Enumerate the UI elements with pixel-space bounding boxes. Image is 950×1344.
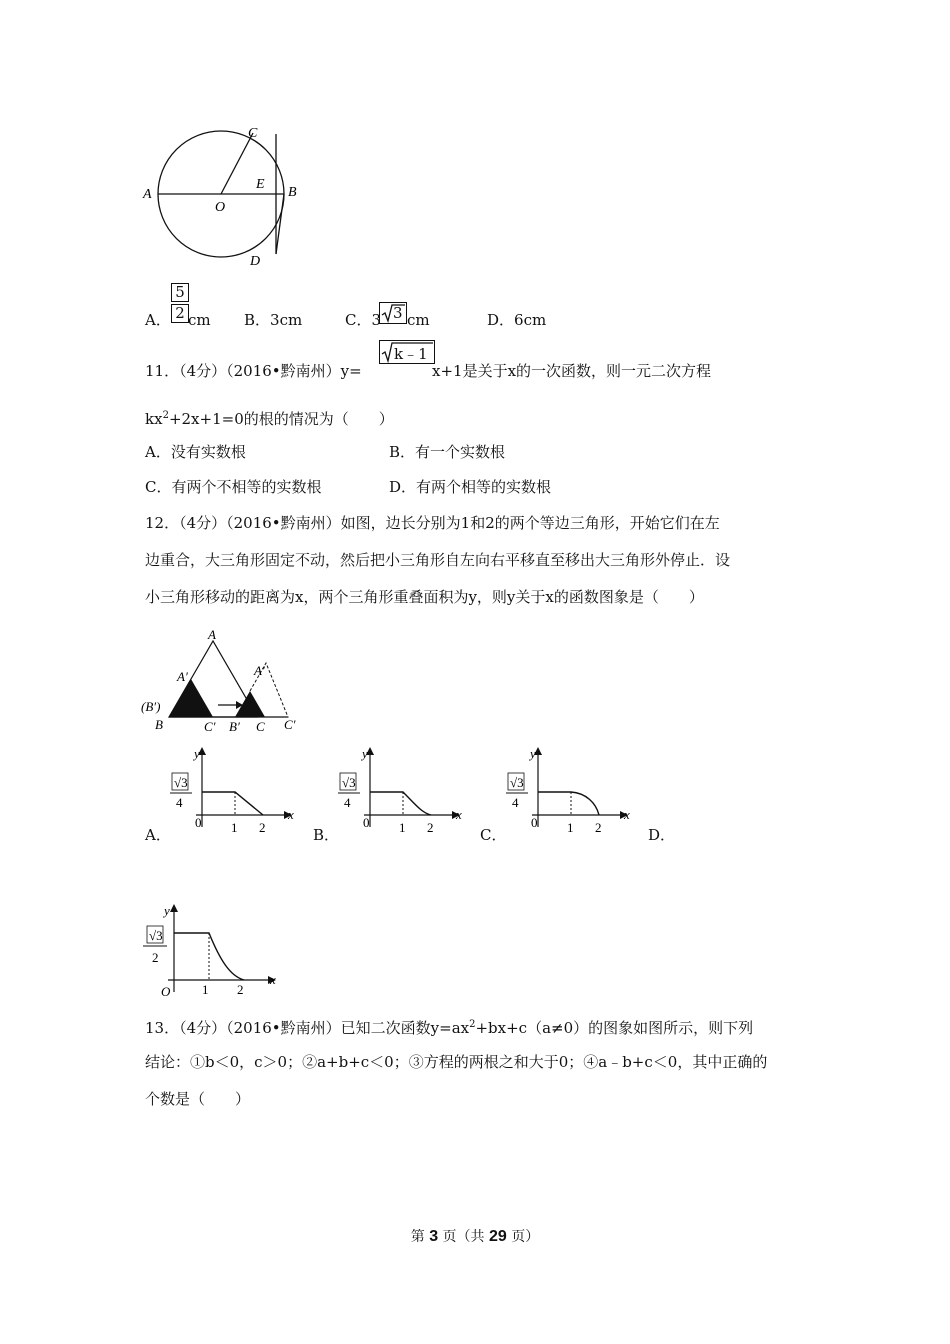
q11-option-a[interactable]: A．没有实数根 (145, 443, 246, 461)
q12-option-b[interactable]: B． (313, 826, 340, 844)
svg-text:C′: C′ (284, 717, 296, 732)
current-page: 3 (429, 1228, 439, 1245)
svg-text:0: 0 (531, 815, 538, 830)
q10-option-c-radical (379, 302, 407, 328)
q10-option-a[interactable]: A． (145, 311, 171, 329)
point-b-label: B (288, 185, 297, 200)
svg-text:2: 2 (427, 820, 434, 835)
point-a-label: A (143, 187, 152, 202)
svg-text:0: 0 (195, 815, 202, 830)
q13-stem-line2: 结论：①b＜0，c＞0；②a+b+c＜0；③方程的两根之和大于0；④a﹣b+c＜0，其中正确的 (145, 1053, 768, 1071)
svg-text:√3: √3 (342, 775, 356, 790)
svg-text:4: 4 (344, 795, 351, 810)
svg-text:2: 2 (259, 820, 266, 835)
svg-text:0: 0 (363, 815, 370, 830)
svg-text:x: x (270, 972, 276, 987)
q11-stem-end: x+1是关于x的一次函数，则一元二次方程 (432, 362, 712, 380)
svg-text:1: 1 (567, 820, 574, 835)
graph-option-c[interactable] (504, 745, 639, 840)
q10-option-a-unit: cm (188, 311, 211, 329)
q10-option-a-fraction (171, 282, 187, 323)
q11-radical (379, 340, 435, 368)
circle-figure (135, 118, 310, 273)
svg-text:√3: √3 (149, 928, 163, 943)
q12-stem-line1: 12．（4分）（2016•黔南州）如图，边长分别为1和2的两个等边三角形，开始它们在左 (145, 514, 720, 532)
segment-bd (276, 194, 284, 254)
svg-text:y: y (530, 746, 536, 761)
svg-text:B′: B′ (229, 719, 240, 734)
graph-option-a[interactable] (168, 745, 303, 840)
q11-stem-start: 11．（4分）（2016•黔南州）y= (145, 362, 362, 380)
q11-stem-line2: $kx^2+2x+1=0$的根的情况为（ ） (145, 410, 394, 428)
q13-stem-line3: 个数是（ ） (145, 1090, 251, 1108)
svg-text:4: 4 (176, 795, 183, 810)
q12-stem-line3: 小三角形移动的距离为x，两个三角形重叠面积为y，则y关于x的函数图象是（ ） (145, 588, 704, 606)
q11-option-d[interactable]: D．有两个相等的实数根 (389, 478, 552, 496)
q11-option-c[interactable]: C．有两个不相等的实数根 (145, 478, 322, 496)
svg-text:x: x (624, 807, 630, 822)
svg-text:4: 4 (512, 795, 519, 810)
point-o-label: O (215, 200, 226, 215)
radicand: k﹣1 (394, 345, 428, 363)
svg-text:A: A (208, 627, 216, 642)
q11-option-b[interactable]: B．有一个实数根 (389, 443, 506, 461)
svg-text:y: y (362, 746, 368, 761)
point-d-label: D (250, 254, 261, 269)
svg-text:√3: √3 (510, 775, 524, 790)
svg-text:C′: C′ (204, 719, 216, 734)
page-footer: 第 3 页（共 29 页） (410, 1228, 540, 1245)
q10-option-d[interactable]: D．6cm (487, 311, 547, 329)
svg-text:A′: A′ (254, 663, 265, 678)
svg-text:1: 1 (231, 820, 238, 835)
total-pages: 29 (489, 1228, 507, 1245)
svg-text:y: y (164, 903, 170, 918)
triangles-figure (138, 625, 313, 737)
q13-stem-line1: 13．（4分）（2016•黔南州）已知二次函数$y=ax^2+bx+c(a\ne 0)$的图象如图所示，则下列 (145, 1019, 754, 1037)
svg-text:C: C (256, 719, 265, 734)
svg-text:x: x (456, 807, 462, 822)
graph-option-d[interactable] (140, 900, 290, 1000)
svg-text:A′: A′ (177, 669, 188, 684)
svg-text:2: 2 (237, 982, 244, 997)
point-c-label: C (248, 126, 258, 141)
svg-text:√3: √3 (174, 775, 188, 790)
svg-text:B: B (155, 717, 163, 732)
q10-option-c-unit: cm (407, 311, 430, 329)
fraction-denominator: 2 (171, 304, 189, 323)
fraction-numerator: 5 (171, 283, 189, 302)
svg-text:x: x (288, 807, 294, 822)
radicand: 3 (393, 304, 403, 322)
q12-stem-line2: 边重合，大三角形固定不动，然后把小三角形自左向右平移直至移出大三角形外停止．设 (145, 551, 731, 569)
svg-text:O: O (161, 984, 171, 999)
radius-oc (221, 133, 253, 194)
svg-text:y: y (194, 746, 200, 761)
svg-text:(B′): (B′) (141, 699, 161, 714)
q12-option-a[interactable]: A． (145, 826, 171, 844)
svg-text:2: 2 (152, 950, 159, 965)
point-e-label: E (256, 177, 265, 192)
graph-option-b[interactable] (336, 745, 471, 840)
q10-option-b[interactable]: B．3cm (244, 311, 303, 329)
svg-text:1: 1 (202, 982, 209, 997)
q10-option-c[interactable]: C．3 (345, 311, 382, 329)
q12-option-c[interactable]: C． (480, 826, 507, 844)
svg-text:1: 1 (399, 820, 406, 835)
svg-text:2: 2 (595, 820, 602, 835)
q12-option-d[interactable]: D． (648, 826, 676, 844)
small-triangle-start (169, 679, 213, 717)
